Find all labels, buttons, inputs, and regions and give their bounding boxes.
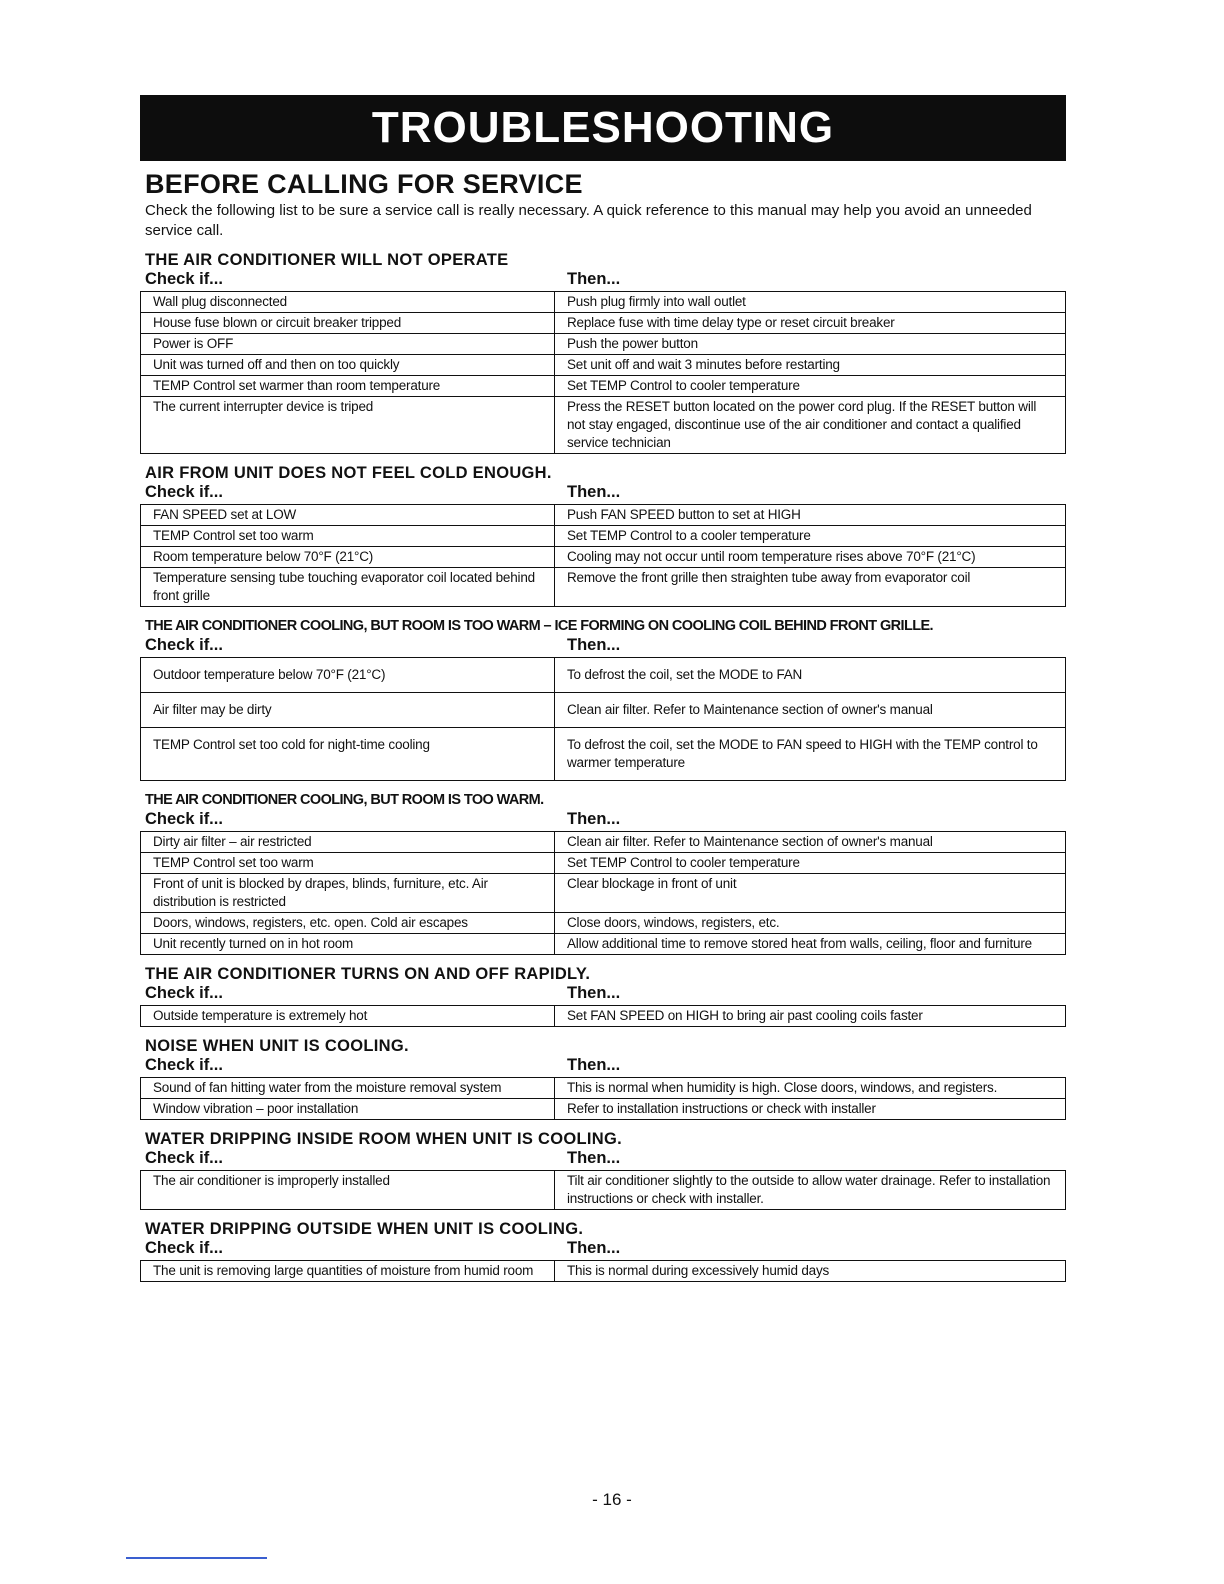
check-if-header: Check if...: [145, 483, 223, 501]
column-headers: [145, 1056, 1066, 1075]
then-cell: Tilt air conditioner slightly to the outside to allow water drainage. Refer to installation instructions or check with installer.: [555, 1171, 1066, 1210]
table-row: [141, 397, 1066, 454]
table-row: [141, 832, 1066, 853]
check-if-header: Check if...: [145, 270, 223, 288]
troubleshooting-page: [140, 95, 1066, 1282]
table-row: [141, 728, 1066, 781]
then-header: Then...: [567, 984, 621, 1002]
intro-text: Check the following list to be sure a service call is really necessary. A quick reference to this manual may help you avoid an unneeded service call.: [145, 202, 1032, 239]
check-cell: TEMP Control set too warm: [141, 526, 555, 547]
then-cell: Push the power button: [555, 334, 1066, 355]
section: [140, 1130, 1066, 1210]
then-header: Then...: [567, 1056, 621, 1074]
column-headers: [145, 1149, 1066, 1168]
check-cell: The unit is removing large quantities of moisture from humid room: [141, 1261, 555, 1282]
section-title: THE AIR CONDITIONER COOLING, BUT ROOM IS TOO WARM.: [145, 792, 544, 808]
check-cell: Power is OFF: [141, 334, 555, 355]
then-cell: Set FAN SPEED on HIGH to bring air past cooling coils faster: [555, 1006, 1066, 1027]
then-header: Then...: [567, 1239, 621, 1257]
troubleshooting-table: [140, 1077, 1066, 1120]
then-header: Then...: [567, 810, 621, 828]
troubleshooting-table: [140, 831, 1066, 955]
check-cell: House fuse blown or circuit breaker tripped: [141, 313, 555, 334]
check-if-header: Check if...: [145, 1149, 223, 1167]
troubleshooting-table: [140, 657, 1066, 781]
then-cell: Set TEMP Control to a cooler temperature: [555, 526, 1066, 547]
section: [140, 965, 1066, 1027]
check-cell: Outside temperature is extremely hot: [141, 1006, 555, 1027]
then-header: Then...: [567, 483, 621, 501]
column-headers: [145, 984, 1066, 1003]
then-cell: This is normal when humidity is high. Close doors, windows, and registers.: [555, 1078, 1066, 1099]
table-row: [141, 1099, 1066, 1120]
check-cell: Sound of fan hitting water from the moisture removal system: [141, 1078, 555, 1099]
section: [140, 1220, 1066, 1282]
troubleshooting-table: [140, 291, 1066, 454]
section-title: THE AIR CONDITIONER TURNS ON AND OFF RAPIDLY.: [145, 965, 591, 983]
then-cell: Set unit off and wait 3 minutes before restarting: [555, 355, 1066, 376]
check-cell: Wall plug disconnected: [141, 292, 555, 313]
check-cell: TEMP Control set too warm: [141, 853, 555, 874]
check-cell: Dirty air filter – air restricted: [141, 832, 555, 853]
check-cell: Room temperature below 70°F (21°C): [141, 547, 555, 568]
table-row: [141, 505, 1066, 526]
then-header: Then...: [567, 270, 621, 288]
table-row: [141, 313, 1066, 334]
then-cell: Clean air filter. Refer to Maintenance section of owner's manual: [555, 693, 1066, 728]
then-cell: This is normal during excessively humid days: [555, 1261, 1066, 1282]
check-cell: Outdoor temperature below 70°F (21°C): [141, 658, 555, 693]
table-row: [141, 1078, 1066, 1099]
check-cell: Doors, windows, registers, etc. open. Cold air escapes: [141, 913, 555, 934]
then-header: Then...: [567, 636, 621, 654]
page-banner: TROUBLESHOOTING: [140, 95, 1066, 161]
check-cell: Temperature sensing tube touching evaporator coil located behind front grille: [141, 568, 555, 607]
table-row: [141, 913, 1066, 934]
footer-link-underline: [126, 1557, 267, 1559]
check-if-header: Check if...: [145, 810, 223, 828]
then-header: Then...: [567, 1149, 621, 1167]
then-cell: Replace fuse with time delay type or reset circuit breaker: [555, 313, 1066, 334]
table-row: [141, 874, 1066, 913]
check-cell: Window vibration – poor installation: [141, 1099, 555, 1120]
check-if-header: Check if...: [145, 636, 223, 654]
then-cell: Set TEMP Control to cooler temperature: [555, 853, 1066, 874]
sections-container: [140, 251, 1066, 1282]
table-row: [141, 355, 1066, 376]
section-title: THE AIR CONDITIONER COOLING, BUT ROOM IS TOO WARM – ICE FORMING ON COOLING COIL BEHIND FRONT GRILLE.: [145, 618, 933, 634]
check-cell: FAN SPEED set at LOW: [141, 505, 555, 526]
then-cell: Press the RESET button located on the power cord plug. If the RESET button will not stay engaged, discontinue use of the air conditioner and contact a qualified service technician: [555, 397, 1066, 454]
section: [140, 617, 1066, 781]
then-cell: Refer to installation instructions or check with installer: [555, 1099, 1066, 1120]
check-if-header: Check if...: [145, 1239, 223, 1257]
table-row: [141, 658, 1066, 693]
table-row: [141, 693, 1066, 728]
then-cell: Remove the front grille then straighten tube away from evaporator coil: [555, 568, 1066, 607]
column-headers: [145, 1239, 1066, 1258]
column-headers: [145, 636, 1066, 655]
check-cell: Unit recently turned on in hot room: [141, 934, 555, 955]
table-row: [141, 334, 1066, 355]
section-title: WATER DRIPPING INSIDE ROOM WHEN UNIT IS COOLING.: [145, 1130, 623, 1148]
table-row: [141, 1261, 1066, 1282]
check-if-header: Check if...: [145, 984, 223, 1002]
check-cell: Front of unit is blocked by drapes, blinds, furniture, etc. Air distribution is restricted: [141, 874, 555, 913]
column-headers: [145, 810, 1066, 829]
page-title: BEFORE CALLING FOR SERVICE: [145, 169, 583, 199]
table-row: [141, 934, 1066, 955]
then-cell: Clean air filter. Refer to Maintenance section of owner's manual: [555, 832, 1066, 853]
column-headers: [145, 483, 1066, 502]
page-number: - 16 -: [592, 1490, 632, 1509]
then-cell: To defrost the coil, set the MODE to FAN speed to HIGH with the TEMP control to warmer temperature: [555, 728, 1066, 781]
section-title: NOISE WHEN UNIT IS COOLING.: [145, 1037, 409, 1055]
then-cell: Close doors, windows, registers, etc.: [555, 913, 1066, 934]
troubleshooting-table: [140, 504, 1066, 607]
then-cell: Push plug firmly into wall outlet: [555, 292, 1066, 313]
then-cell: Set TEMP Control to cooler temperature: [555, 376, 1066, 397]
table-row: [141, 1171, 1066, 1210]
then-cell: Push FAN SPEED button to set at HIGH: [555, 505, 1066, 526]
table-row: [141, 853, 1066, 874]
check-cell: The current interrupter device is triped: [141, 397, 555, 454]
table-row: [141, 1006, 1066, 1027]
then-cell: To defrost the coil, set the MODE to FAN: [555, 658, 1066, 693]
check-cell: TEMP Control set too cold for night-time cooling: [141, 728, 555, 781]
check-cell: Unit was turned off and then on too quickly: [141, 355, 555, 376]
check-cell: Air filter may be dirty: [141, 693, 555, 728]
section: [140, 1037, 1066, 1120]
table-row: [141, 376, 1066, 397]
section-title: THE AIR CONDITIONER WILL NOT OPERATE: [145, 251, 509, 269]
troubleshooting-table: [140, 1005, 1066, 1027]
section: [140, 464, 1066, 607]
section: [140, 251, 1066, 454]
section: [140, 791, 1066, 955]
table-row: [141, 526, 1066, 547]
table-row: [141, 292, 1066, 313]
section-title: AIR FROM UNIT DOES NOT FEEL COLD ENOUGH.: [145, 464, 552, 482]
troubleshooting-table: [140, 1170, 1066, 1210]
section-title: WATER DRIPPING OUTSIDE WHEN UNIT IS COOLING.: [145, 1220, 584, 1238]
troubleshooting-table: [140, 1260, 1066, 1282]
then-cell: Clear blockage in front of unit: [555, 874, 1066, 913]
then-cell: Cooling may not occur until room temperature rises above 70°F (21°C): [555, 547, 1066, 568]
table-row: [141, 568, 1066, 607]
table-row: [141, 547, 1066, 568]
check-cell: TEMP Control set warmer than room temperature: [141, 376, 555, 397]
column-headers: [145, 270, 1066, 289]
check-cell: The air conditioner is improperly installed: [141, 1171, 555, 1210]
check-if-header: Check if...: [145, 1056, 223, 1074]
then-cell: Allow additional time to remove stored heat from walls, ceiling, floor and furniture: [555, 934, 1066, 955]
